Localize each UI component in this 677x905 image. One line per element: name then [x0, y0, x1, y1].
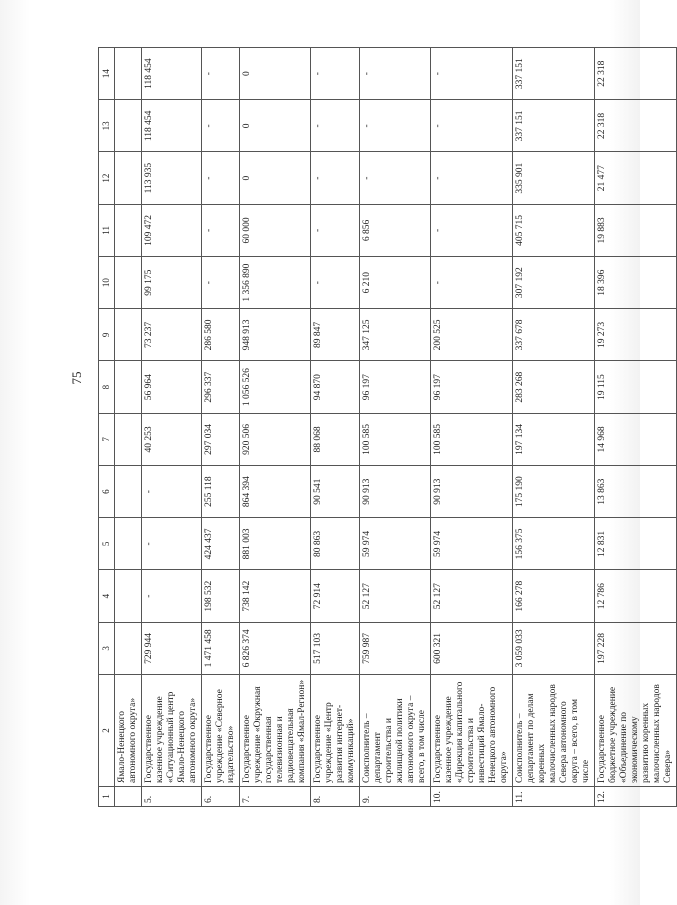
value-cell: - [202, 257, 240, 309]
value-cell: 156 375 [513, 518, 595, 570]
value-cell: 56 964 [142, 361, 202, 413]
value-cell [115, 152, 142, 204]
value-cell: 1 471 458 [202, 622, 240, 674]
header-cell: 5 [99, 518, 115, 570]
value-cell [115, 100, 142, 152]
value-cell: 52 127 [431, 570, 513, 622]
row-index-cell: 9. [360, 787, 431, 807]
value-cell: 1 356 890 [240, 257, 311, 309]
header-cell: 13 [99, 100, 115, 152]
value-cell: - [360, 48, 431, 100]
value-cell: 297 034 [202, 413, 240, 465]
header-cell: 9 [99, 309, 115, 361]
header-cell: 8 [99, 361, 115, 413]
value-cell: 307 192 [513, 257, 595, 309]
table-body [115, 48, 677, 807]
value-cell: 118 454 [142, 100, 202, 152]
value-cell: 13 863 [595, 466, 677, 518]
value-cell: 94 870 [311, 361, 360, 413]
row-index-cell: 5. [142, 787, 202, 807]
row-name-cell: Соисполнитель – департамент по делам коренных малочисленных народов Севера автономного округа – всего, в том числе [513, 675, 595, 787]
table-row [513, 48, 595, 807]
table-row [431, 48, 513, 807]
row-index-cell: 10. [431, 787, 513, 807]
value-cell: - [142, 518, 202, 570]
value-cell: - [202, 48, 240, 100]
table-row [595, 48, 677, 807]
row-name-cell: Государственное казенное учреждение «Ситуационный центр Ямало-Ненецкого автономного округа» [142, 675, 202, 787]
value-cell: 283 268 [513, 361, 595, 413]
funding-table [98, 47, 677, 807]
row-index-cell: 11. [513, 787, 595, 807]
value-cell: 166 278 [513, 570, 595, 622]
value-cell: 73 237 [142, 309, 202, 361]
value-cell: 517 103 [311, 622, 360, 674]
value-cell: 22 318 [595, 100, 677, 152]
value-cell: 0 [240, 48, 311, 100]
value-cell: - [431, 100, 513, 152]
value-cell: 197 134 [513, 413, 595, 465]
value-cell: 18 396 [595, 257, 677, 309]
value-cell: - [142, 570, 202, 622]
value-cell: - [311, 204, 360, 256]
value-cell: 6 856 [360, 204, 431, 256]
value-cell: 864 394 [240, 466, 311, 518]
row-index-cell: 7. [240, 787, 311, 807]
value-cell: 948 913 [240, 309, 311, 361]
header-cell: 11 [99, 204, 115, 256]
value-cell: 19 883 [595, 204, 677, 256]
value-cell: 89 847 [311, 309, 360, 361]
header-cell: 10 [99, 257, 115, 309]
value-cell: 405 715 [513, 204, 595, 256]
header-cell: 2 [99, 675, 115, 787]
value-cell [115, 413, 142, 465]
value-cell: 19 115 [595, 361, 677, 413]
row-index-cell: 6. [202, 787, 240, 807]
value-cell: - [311, 257, 360, 309]
row-name-cell: Государственное учреждение «Центр развития интернет-коммуникаций» [311, 675, 360, 787]
value-cell: 738 142 [240, 570, 311, 622]
value-cell: 40 253 [142, 413, 202, 465]
row-index-cell [115, 787, 142, 807]
row-name-cell: Государственное казенное учреждение «Дирекция капитального строительства и инвестиций Ямало-Ненецкого автономного округа» [431, 675, 513, 787]
value-cell: 90 913 [431, 466, 513, 518]
value-cell: 255 118 [202, 466, 240, 518]
header-cell: 14 [99, 48, 115, 100]
header-cell: 3 [99, 622, 115, 674]
value-cell: 80 863 [311, 518, 360, 570]
value-cell: 3 059 033 [513, 622, 595, 674]
value-cell: 88 068 [311, 413, 360, 465]
value-cell: 286 580 [202, 309, 240, 361]
row-name-cell: Соисполнитель – департамент строительства и жилищной политики автономного округа – всего, в том числе [360, 675, 431, 787]
value-cell: 0 [240, 152, 311, 204]
value-cell: - [360, 100, 431, 152]
value-cell: 335 901 [513, 152, 595, 204]
value-cell: 109 472 [142, 204, 202, 256]
table-row [240, 48, 311, 807]
value-cell: 22 318 [595, 48, 677, 100]
value-cell [115, 518, 142, 570]
value-cell: - [202, 100, 240, 152]
value-cell [115, 257, 142, 309]
value-cell: 14 968 [595, 413, 677, 465]
header-cell: 6 [99, 466, 115, 518]
value-cell: 881 003 [240, 518, 311, 570]
value-cell [115, 361, 142, 413]
value-cell: 72 914 [311, 570, 360, 622]
header-cell: 12 [99, 152, 115, 204]
header-cell: 4 [99, 570, 115, 622]
value-cell: 52 127 [360, 570, 431, 622]
value-cell: 96 197 [360, 361, 431, 413]
value-cell: - [431, 257, 513, 309]
value-cell: - [142, 466, 202, 518]
value-cell [115, 570, 142, 622]
value-cell: 12 831 [595, 518, 677, 570]
value-cell: 175 190 [513, 466, 595, 518]
value-cell: 920 506 [240, 413, 311, 465]
value-cell [115, 622, 142, 674]
value-cell: - [360, 152, 431, 204]
header-cell: 7 [99, 413, 115, 465]
value-cell: 424 437 [202, 518, 240, 570]
value-cell: - [431, 204, 513, 256]
table-row [311, 48, 360, 807]
row-index-cell: 8. [311, 787, 360, 807]
table-row [360, 48, 431, 807]
value-cell: 99 175 [142, 257, 202, 309]
value-cell: 337 678 [513, 309, 595, 361]
value-cell: 90 913 [360, 466, 431, 518]
page-number: 75 [69, 371, 84, 385]
value-cell: 296 337 [202, 361, 240, 413]
rotated-table-area [98, 47, 673, 807]
value-cell: 90 541 [311, 466, 360, 518]
value-cell: 337 151 [513, 48, 595, 100]
value-cell: 729 944 [142, 622, 202, 674]
value-cell: 347 125 [360, 309, 431, 361]
value-cell [115, 48, 142, 100]
table-row [142, 48, 202, 807]
value-cell: - [311, 48, 360, 100]
value-cell: 19 273 [595, 309, 677, 361]
value-cell: 200 525 [431, 309, 513, 361]
value-cell [115, 309, 142, 361]
value-cell: 600 321 [431, 622, 513, 674]
value-cell: - [431, 152, 513, 204]
value-cell: 198 532 [202, 570, 240, 622]
rotated-table-frame [98, 47, 673, 807]
value-cell: 59 974 [431, 518, 513, 570]
value-cell: 6 826 374 [240, 622, 311, 674]
value-cell: 0 [240, 100, 311, 152]
value-cell [115, 204, 142, 256]
value-cell: 96 197 [431, 361, 513, 413]
value-cell: 21 477 [595, 152, 677, 204]
value-cell: 6 210 [360, 257, 431, 309]
header-row [99, 48, 115, 807]
table-row [115, 48, 142, 807]
value-cell: 60 000 [240, 204, 311, 256]
value-cell: 118 454 [142, 48, 202, 100]
table-row [202, 48, 240, 807]
header-cell: 1 [99, 787, 115, 807]
value-cell: - [311, 100, 360, 152]
row-index-cell: 12. [595, 787, 677, 807]
value-cell: 100 585 [431, 413, 513, 465]
value-cell: 113 935 [142, 152, 202, 204]
row-name-cell: Государственное учреждение «Окружная государственная телевизионная и радиовещательная компания «Ямал-Регион» [240, 675, 311, 787]
value-cell: 100 585 [360, 413, 431, 465]
value-cell: - [202, 152, 240, 204]
value-cell: - [311, 152, 360, 204]
value-cell: 59 974 [360, 518, 431, 570]
value-cell: - [431, 48, 513, 100]
value-cell: 12 786 [595, 570, 677, 622]
value-cell [115, 466, 142, 518]
value-cell: 197 228 [595, 622, 677, 674]
value-cell: 337 151 [513, 100, 595, 152]
row-name-cell: Ямало-Ненецкого автономного округа» [115, 675, 142, 787]
value-cell: 759 987 [360, 622, 431, 674]
row-name-cell: Государственное учреждение «Северное издательство» [202, 675, 240, 787]
row-name-cell: Государственное бюджетное учреждение «Объединение по экономическому развитию коренных малочисленных народов Севера» [595, 675, 677, 787]
value-cell: 1 056 526 [240, 361, 311, 413]
value-cell: - [202, 204, 240, 256]
